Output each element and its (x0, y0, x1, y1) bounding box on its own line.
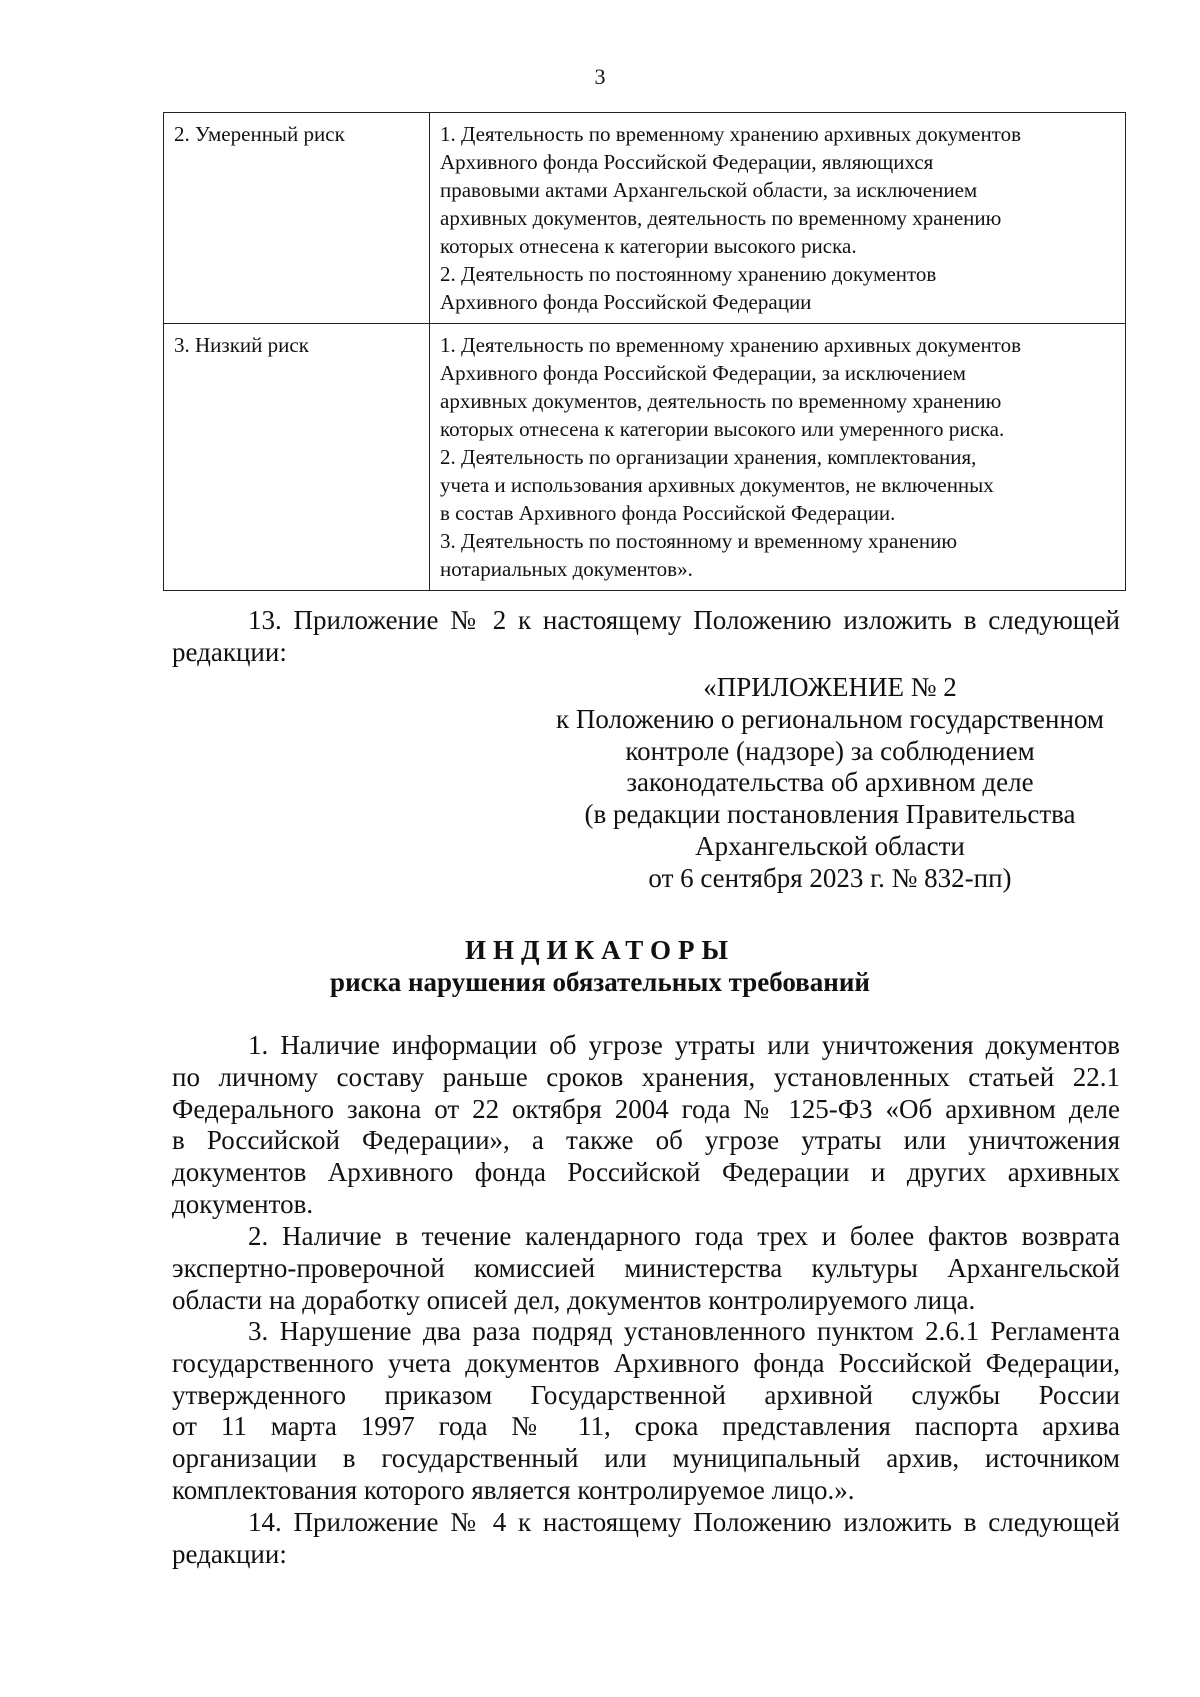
activity-line: которых отнесена к категории высокого риска. (440, 234, 857, 258)
table-row (164, 113, 1126, 324)
indicator-1-paragraph (172, 1030, 1120, 1221)
indicator-2-paragraph (172, 1221, 1120, 1316)
activity-line: 2. Деятельность по постоянному хранению документов (440, 262, 937, 286)
risk-category-table (163, 112, 1126, 591)
risk-activity-cell (430, 113, 1126, 324)
paragraph-line: области на доработку описей дел, документов контролируемого лица. (172, 1284, 976, 1315)
paragraph-line: редакции: (172, 636, 287, 667)
activity-line: которых отнесена к категории высокого или умеренного риска. (440, 417, 1005, 441)
indicator-3-paragraph (172, 1316, 1120, 1507)
heading-subtitle: риска нарушения обязательных требований (330, 966, 870, 997)
activity-line: нотариальных документов». (440, 557, 693, 581)
appendix-line: к Положению о региональном государственном (556, 703, 1104, 734)
paragraph-line: в Российской Федерации», а также об угрозе утраты или уничтожения (172, 1125, 1120, 1156)
activity-line: Архивного фонда Российской Федерации, являющихся (440, 150, 934, 174)
page-number: 3 (594, 64, 606, 89)
appendix-header-block (520, 672, 1140, 895)
risk-category-cell: 2. Умеренный риск (164, 113, 430, 324)
appendix-line: от 6 сентября 2023 г. № 832-пп) (648, 862, 1012, 893)
appendix-line: законодательства об архивном деле (626, 767, 1034, 798)
paragraph-line: документов. (172, 1188, 314, 1219)
paragraph-line: 13. Приложение № 2 к настоящему Положению изложить в следующей (248, 605, 1120, 635)
activity-line: учета и использования архивных документов, не включенных (440, 473, 994, 497)
paragraph-line: утвержденного приказом Государственной архивной службы России (172, 1379, 1120, 1410)
item-13-paragraph (172, 605, 1120, 669)
paragraph-line: 14. Приложение № 4 к настоящему Положению изложить в следующей (248, 1507, 1120, 1537)
activity-line: архивных документов, деятельность по временному хранению (440, 206, 1002, 230)
paragraph-line: 1. Наличие информации об угрозе утраты или уничтожения документов (248, 1030, 1120, 1060)
paragraph-line: редакции: (172, 1538, 287, 1569)
appendix-line: контроле (надзоре) за соблюдением (625, 735, 1035, 766)
risk-category-cell: 3. Низкий риск (164, 324, 430, 591)
paragraph-line: по личному составу раньше сроков хранения, установленных статьей 22.1 (172, 1061, 1120, 1092)
item-14-paragraph (172, 1507, 1120, 1571)
activity-line: 2. Деятельность по организации хранения, комплектования, (440, 445, 977, 469)
paragraph-line: комплектования которого является контролируемое лицо.». (172, 1474, 855, 1505)
paragraph-line: организации в государственный или муниципальный архив, источником (172, 1443, 1120, 1474)
paragraph-line: экспертно-проверочной комиссией министерства культуры Архангельской (172, 1252, 1120, 1283)
paragraph-line: 2. Наличие в течение календарного года трех и более фактов возврата (248, 1221, 1120, 1251)
activity-line: Архивного фонда Российской Федерации (440, 290, 812, 314)
section-heading (0, 935, 1200, 999)
paragraph-line: документов Архивного фонда Российской Федерации и других архивных (172, 1157, 1120, 1188)
activity-line: архивных документов, деятельность по временному хранению (440, 389, 1002, 413)
heading-title: ИНДИКАТОРЫ (465, 935, 735, 965)
activity-line: 1. Деятельность по временному хранению архивных документов (440, 122, 1021, 146)
appendix-line: (в редакции постановления Правительства (584, 799, 1076, 830)
table-row (164, 324, 1126, 591)
appendix-line: Архангельской области (695, 830, 965, 861)
paragraph-line: Федерального закона от 22 октября 2004 года № 125-ФЗ «Об архивном деле (172, 1093, 1120, 1124)
paragraph-line: от 11 марта 1997 года № 11, срока представления паспорта архива (172, 1411, 1120, 1442)
paragraph-line: государственного учета документов Архивного фонда Российской Федерации, (172, 1347, 1120, 1378)
risk-activity-cell (430, 324, 1126, 591)
activity-line: в состав Архивного фонда Российской Федерации. (440, 501, 896, 525)
activity-line: Архивного фонда Российской Федерации, за исключением (440, 361, 966, 385)
paragraph-line: 3. Нарушение два раза подряд установленного пунктом 2.6.1 Регламента (248, 1316, 1120, 1346)
activity-line: 1. Деятельность по временному хранению архивных документов (440, 333, 1021, 357)
appendix-title: «ПРИЛОЖЕНИЕ № 2 (703, 672, 957, 702)
activity-line: правовыми актами Архангельской области, за исключением (440, 178, 978, 202)
activity-line: 3. Деятельность по постоянному и временному хранению (440, 529, 958, 553)
